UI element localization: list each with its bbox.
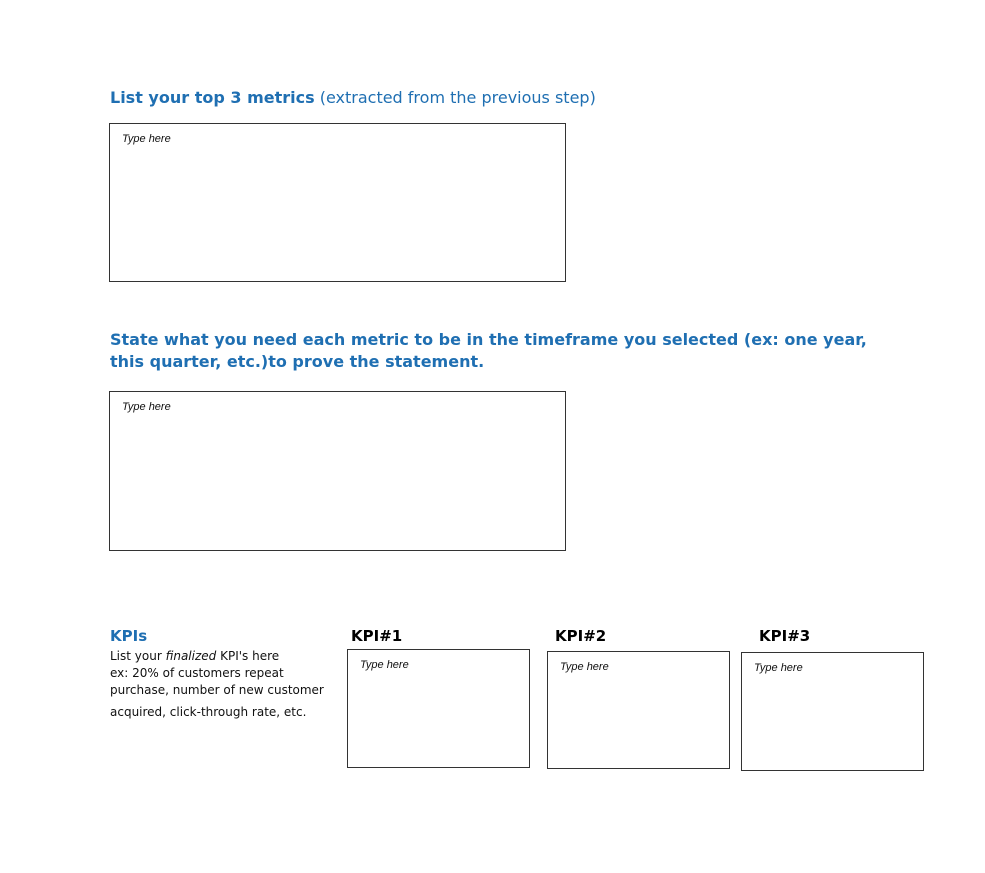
- kpi2-placeholder: Type here: [560, 661, 609, 673]
- kpis-desc-line2: ex: 20% of customers repeat: [110, 666, 284, 680]
- kpis-description: [110, 648, 350, 721]
- metrics-heading: [110, 88, 596, 107]
- kpi1-label: KPI#1: [351, 627, 403, 645]
- metrics-text-field[interactable]: [109, 123, 566, 282]
- metrics-heading-note: (extracted from the previous step): [314, 88, 596, 107]
- kpis-desc-prefix: List your: [110, 649, 166, 663]
- targets-placeholder: Type here: [122, 401, 171, 413]
- kpis-desc-italic: finalized: [165, 649, 217, 663]
- kpis-title: KPIs: [110, 627, 148, 645]
- kpi2-label: KPI#2: [555, 627, 607, 645]
- targets-text-field[interactable]: [109, 391, 566, 551]
- kpi1-placeholder: Type here: [360, 659, 409, 671]
- kpi1-text-field[interactable]: [347, 649, 530, 768]
- kpi3-label: KPI#3: [759, 627, 811, 645]
- kpi2-text-field[interactable]: [547, 651, 730, 769]
- kpis-desc-line4: acquired, click-through rate, etc.: [110, 705, 307, 719]
- metrics-heading-bold: List your top 3 metrics: [110, 88, 315, 107]
- kpis-desc-line3: purchase, number of new customer: [110, 683, 324, 697]
- kpi3-text-field[interactable]: [741, 652, 924, 771]
- metrics-placeholder: Type here: [122, 133, 171, 145]
- targets-heading: State what you need each metric to be in the timeframe you selected (ex: one year, this quarter, etc.)to prove the statement.: [110, 330, 867, 371]
- kpi3-placeholder: Type here: [754, 662, 803, 674]
- kpis-desc-suffix: KPI's here: [216, 649, 280, 663]
